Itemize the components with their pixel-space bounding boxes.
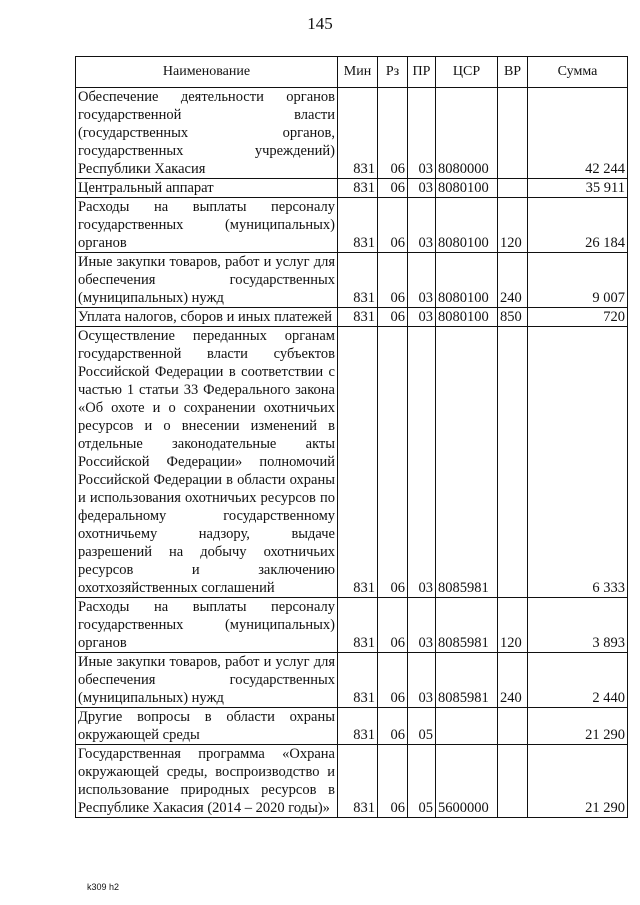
row-min: 831	[338, 253, 378, 308]
column-header-rz: Рз	[378, 57, 408, 88]
row-rz: 06	[378, 198, 408, 253]
table-row	[76, 708, 628, 745]
column-header-csr: ЦСР	[436, 57, 498, 88]
row-name: Расходы на выплаты персоналу государственных (муниципальных) органов	[76, 598, 338, 653]
row-rz: 06	[378, 653, 408, 708]
row-min: 831	[338, 88, 378, 179]
row-vr: 120	[498, 598, 528, 653]
row-name: Обеспечение деятельности органов государственной власти (государственных органов, государственных учреждений) Республики Хакасия	[76, 88, 338, 179]
row-csr	[436, 708, 498, 745]
budget-table	[75, 56, 628, 818]
row-min: 831	[338, 708, 378, 745]
row-sum: 26 184	[528, 198, 628, 253]
table-row	[76, 308, 628, 327]
row-min: 831	[338, 198, 378, 253]
column-header-vr: ВР	[498, 57, 528, 88]
row-pr: 05	[408, 708, 436, 745]
row-vr: 120	[498, 198, 528, 253]
row-min: 831	[338, 598, 378, 653]
row-pr: 03	[408, 308, 436, 327]
row-vr: 850	[498, 308, 528, 327]
row-rz: 06	[378, 708, 408, 745]
row-rz: 06	[378, 253, 408, 308]
table-row	[76, 653, 628, 708]
row-vr	[498, 179, 528, 198]
row-sum: 42 244	[528, 88, 628, 179]
row-name: Государственная программа «Охрана окружающей среды, воспроизводство и использование природных ресурсов в Республике Хакасия (2014 – 2020 годы)»	[76, 745, 338, 818]
row-pr: 03	[408, 598, 436, 653]
row-sum: 9 007	[528, 253, 628, 308]
row-min: 831	[338, 308, 378, 327]
column-header-name: Наименование	[76, 57, 338, 88]
row-sum: 21 290	[528, 745, 628, 818]
table-row	[76, 253, 628, 308]
row-min: 831	[338, 179, 378, 198]
row-vr	[498, 327, 528, 598]
page-number: 145	[307, 14, 333, 33]
row-csr: 5600000	[436, 745, 498, 818]
table-row	[76, 327, 628, 598]
table-row	[76, 598, 628, 653]
row-rz: 06	[378, 598, 408, 653]
row-vr	[498, 745, 528, 818]
row-vr: 240	[498, 253, 528, 308]
table-row	[76, 745, 628, 818]
row-vr	[498, 88, 528, 179]
column-header-pr: ПР	[408, 57, 436, 88]
row-name: Другие вопросы в области охраны окружающей среды	[76, 708, 338, 745]
row-rz: 06	[378, 308, 408, 327]
row-csr: 8080000	[436, 88, 498, 179]
row-name: Центральный аппарат	[76, 179, 338, 198]
row-name: Осуществление переданных органам государственной власти субъектов Российской Федерации в соответствии с частью 1 статьи 33 Федерального закона «Об охоте и о сохранении охотничьих ресурсов и о внесении изменений в отдельные законодательные акты Российской Федерации» полномочий Российской Федерации в области охраны и использования охотничьих ресурсов по федеральному государственному охотничьему надзору, выдаче разрешений на добычу охотничьих ресурсов и заключению охотхозяйственных соглашений	[76, 327, 338, 598]
row-csr: 8080100	[436, 253, 498, 308]
row-pr: 03	[408, 88, 436, 179]
row-sum: 720	[528, 308, 628, 327]
row-pr: 03	[408, 198, 436, 253]
row-pr: 05	[408, 745, 436, 818]
row-min: 831	[338, 327, 378, 598]
row-sum: 35 911	[528, 179, 628, 198]
row-csr: 8080100	[436, 308, 498, 327]
row-pr: 03	[408, 653, 436, 708]
footer-code: k309 h2	[87, 882, 120, 892]
row-csr: 8080100	[436, 198, 498, 253]
row-vr	[498, 708, 528, 745]
row-sum: 21 290	[528, 708, 628, 745]
row-rz: 06	[378, 179, 408, 198]
row-rz: 06	[378, 88, 408, 179]
table-header-row	[76, 57, 628, 88]
row-vr: 240	[498, 653, 528, 708]
row-name: Иные закупки товаров, работ и услуг для обеспечения государственных (муниципальных) нужд	[76, 653, 338, 708]
row-min: 831	[338, 653, 378, 708]
row-csr: 8080100	[436, 179, 498, 198]
table-row	[76, 88, 628, 179]
table-row	[76, 198, 628, 253]
column-header-sum: Сумма	[528, 57, 628, 88]
row-name: Уплата налогов, сборов и иных платежей	[76, 308, 338, 327]
row-name: Расходы на выплаты персоналу государственных (муниципальных) органов	[76, 198, 338, 253]
row-csr: 8085981	[436, 327, 498, 598]
column-header-min: Мин	[338, 57, 378, 88]
row-pr: 03	[408, 253, 436, 308]
row-rz: 06	[378, 745, 408, 818]
row-sum: 2 440	[528, 653, 628, 708]
row-rz: 06	[378, 327, 408, 598]
row-min: 831	[338, 745, 378, 818]
row-csr: 8085981	[436, 653, 498, 708]
row-name: Иные закупки товаров, работ и услуг для обеспечения государственных (муниципальных) нужд	[76, 253, 338, 308]
row-csr: 8085981	[436, 598, 498, 653]
table-row	[76, 179, 628, 198]
row-sum: 3 893	[528, 598, 628, 653]
row-pr: 03	[408, 179, 436, 198]
row-sum: 6 333	[528, 327, 628, 598]
row-pr: 03	[408, 327, 436, 598]
